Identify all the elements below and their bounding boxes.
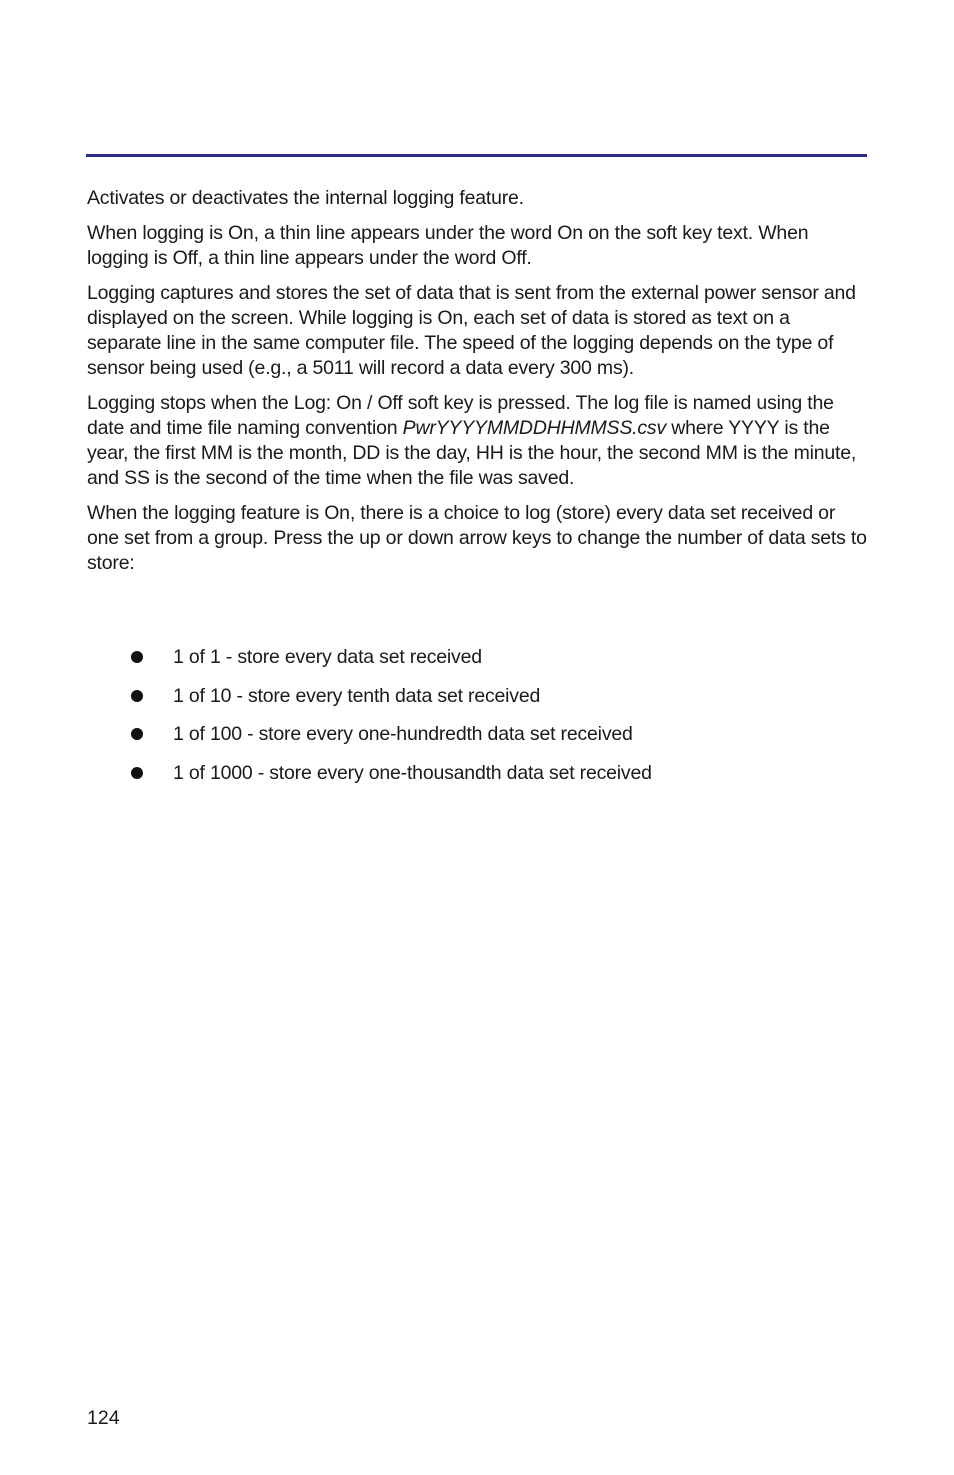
file-name-convention: PwrYYYYMMDDHHMMSS.csv [402, 417, 667, 439]
list-item-text: 1 of 1 - store every data set received [173, 646, 482, 668]
bullet-icon [131, 728, 143, 740]
bullet-icon [131, 690, 143, 702]
paragraph-file-naming [87, 391, 867, 491]
list-item [87, 644, 867, 683]
list-item-text: 1 of 1000 - store every one-thousandth data set received [173, 761, 652, 784]
page-number: 124 [87, 1407, 120, 1429]
list-item [87, 760, 867, 799]
file-naming-text-2: where YYYY is the year, the first MM is the month, DD is the day, HH is the hour, the second MM is the minute, and SS is the second of the time when the file was saved. [87, 417, 857, 489]
list-item-text: 1 of 100 - store every one-hundredth data set received [173, 723, 633, 746]
paragraph-intro: Activates or deactivates the internal logging feature. [87, 187, 524, 209]
paragraph-soft-key: When logging is On, a thin line appears under the word On on the soft key text. When logging is Off, a thin line appears under the word Off. [87, 222, 809, 269]
list-item [87, 721, 867, 760]
bullet-icon [131, 651, 143, 663]
list-item-text: 1 of 10 - store every tenth data set received [173, 684, 541, 707]
list-item [87, 683, 867, 722]
data-set-options-list [87, 644, 867, 798]
file-naming-text-1: Logging stops when the Log: On / Off soft key is pressed. The log file is named using the date and time file naming convention [87, 392, 834, 439]
paragraph-logging-capture: Logging captures and stores the set of data that is sent from the external power sensor and displayed on the screen. While logging is On, each set of data is stored as text on a separate line in the same computer file. The speed of the logging depends on the type of sensor being used (e.g., a 5011 will record a data every 300 ms). [87, 282, 856, 379]
paragraph-data-set-choice: When the logging feature is On, there is a choice to log (store) every data set received or one set from a group. Press the up or down arrow keys to change the number of data sets to store: [87, 502, 867, 574]
bullet-icon [131, 767, 143, 779]
header-rule [86, 154, 867, 157]
body-text [87, 186, 867, 586]
